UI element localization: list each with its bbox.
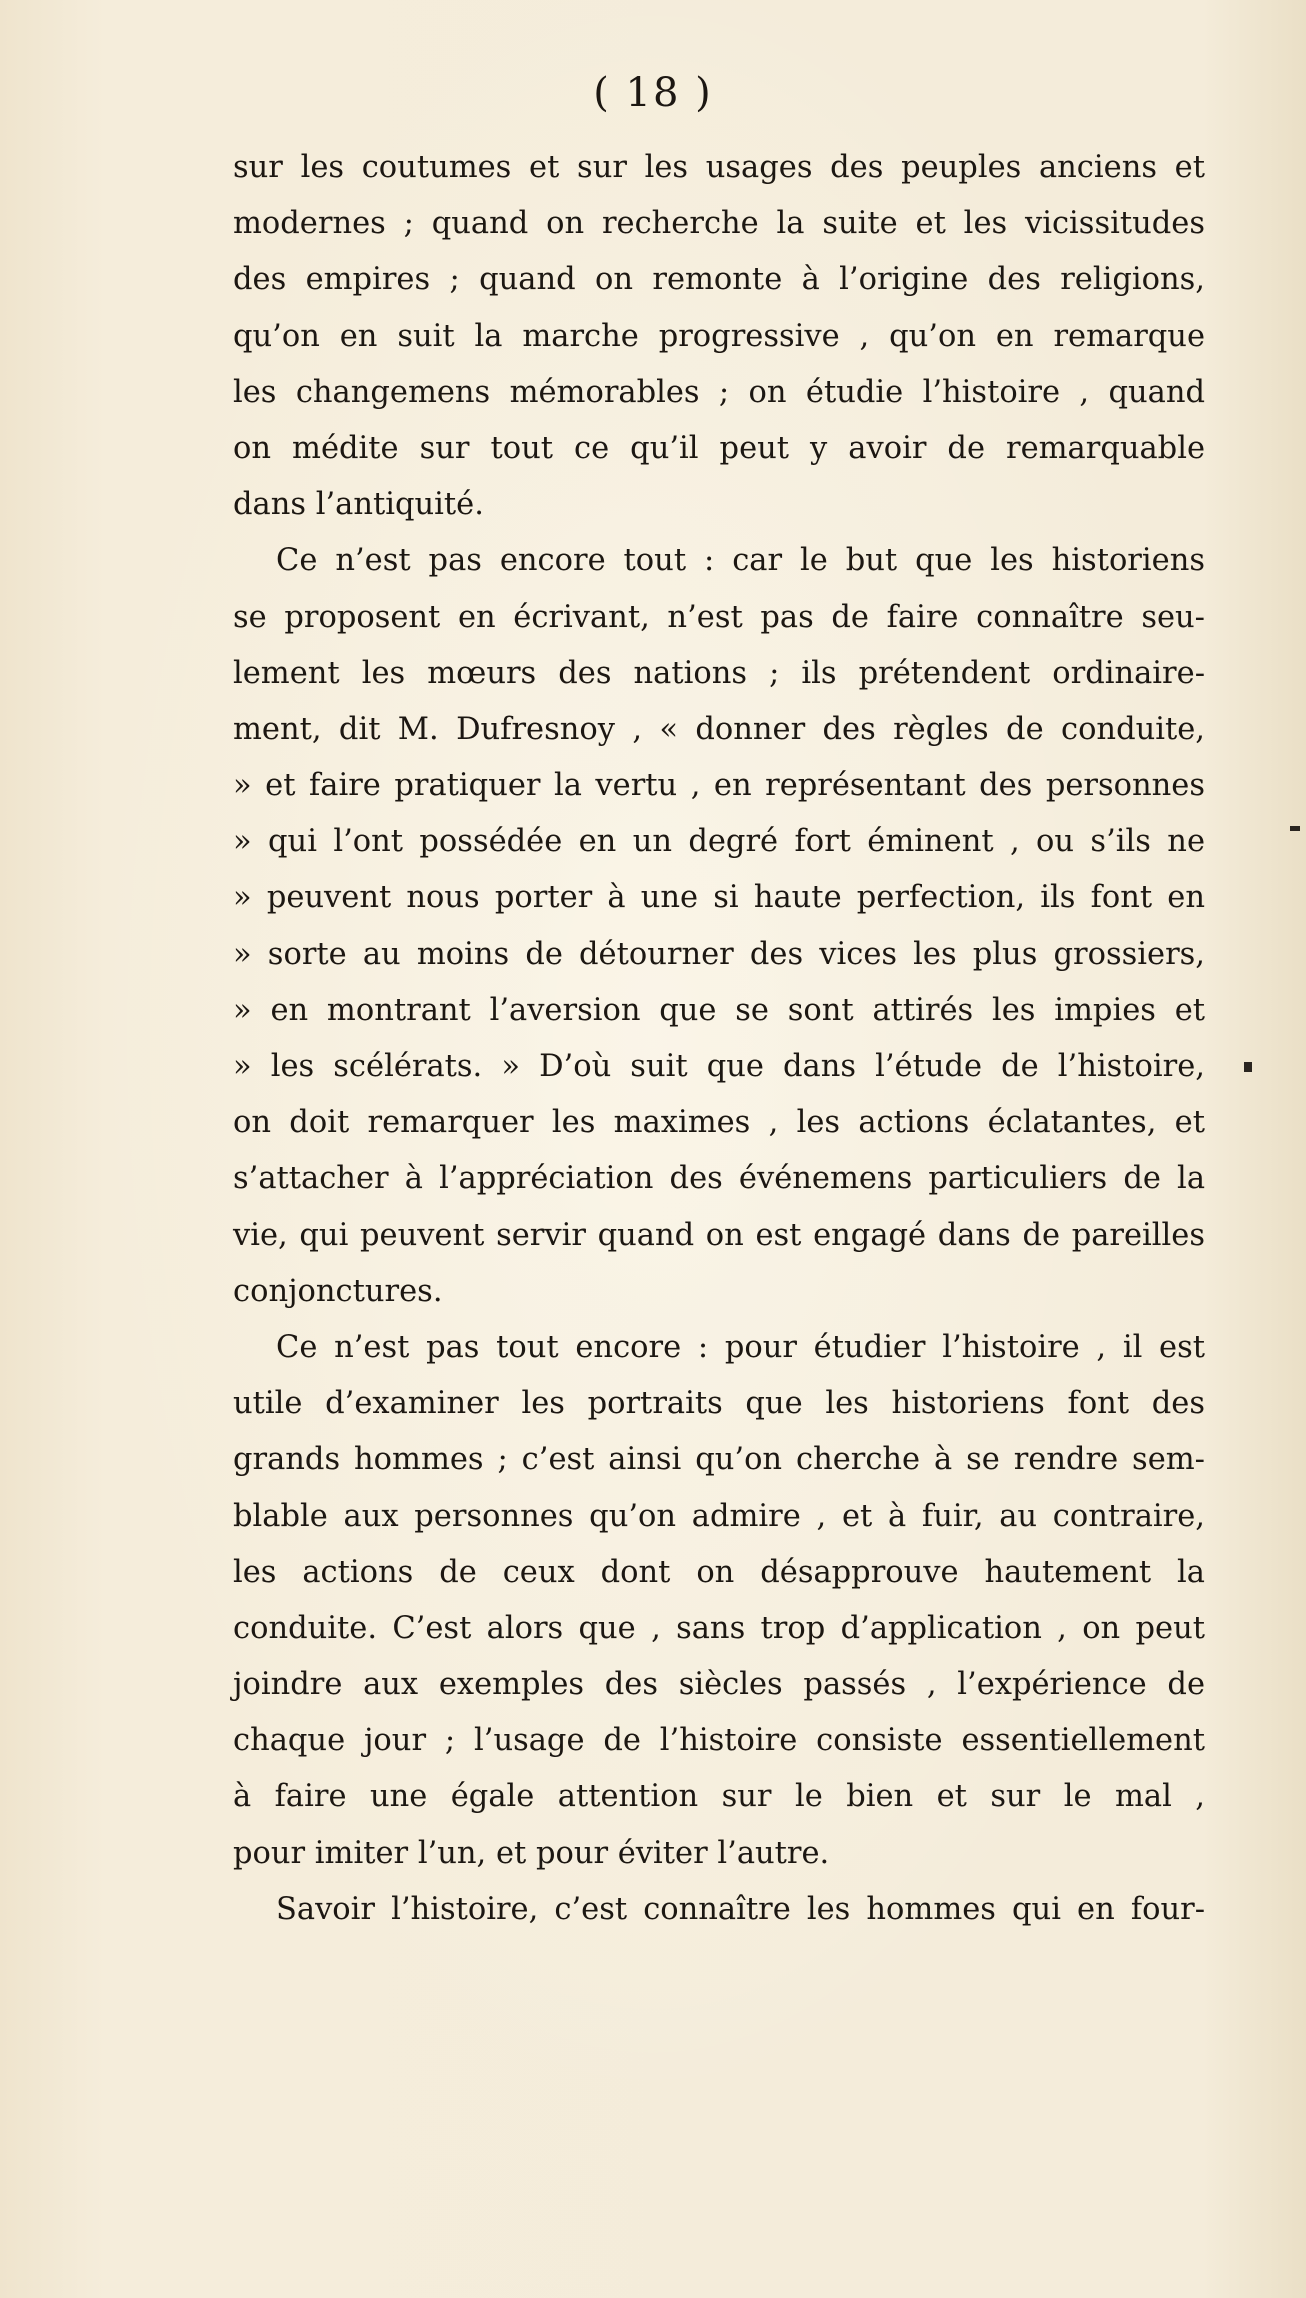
paragraph-first-line: Savoir l’histoire, c’est connaître les hommes qui en four- xyxy=(276,1891,1205,1927)
text-line: pour imiter l’un, et pour éviter l’autre. xyxy=(233,1835,830,1871)
paragraph-first-line: Ce n’est pas tout encore : pour étudier l’histoire , il est xyxy=(276,1329,1205,1365)
page-number: ( 18 ) xyxy=(593,70,713,116)
margin-ink-mark xyxy=(1290,826,1300,831)
text-line: sur les coutumes et sur les usages des peuples anciens et xyxy=(233,150,1205,185)
quote-line: » peuvent nous porter à une si haute perfection, ils font en xyxy=(233,880,1205,916)
text-line: les actions de ceux dont on désapprouve hautement la xyxy=(233,1554,1205,1590)
text-line: les changemens mémorables ; on étudie l’histoire , quand xyxy=(233,374,1205,410)
text-line: à faire une égale attention sur le bien et sur le mal , xyxy=(233,1779,1205,1815)
text-line: utile d’examiner les portraits que les historiens font des xyxy=(233,1386,1205,1422)
text-line: conduite. C’est alors que , sans trop d’application , on peut xyxy=(233,1610,1205,1646)
quote-line: » en montrant l’aversion que se sont attirés les impies et xyxy=(233,992,1205,1028)
text-line: on médite sur tout ce qu’il peut y avoir de remarquable xyxy=(233,430,1205,466)
body-text xyxy=(233,140,1205,1938)
paragraph-first-line: Ce n’est pas encore tout : car le but que les historiens xyxy=(276,543,1205,579)
quote-line: » les scélérats. » D’où suit que dans l’étude de l’histoire, xyxy=(233,1049,1205,1084)
text-line: ment, dit M. Dufresnoy , « donner des règles de conduite, xyxy=(233,711,1205,747)
text-line: blable aux personnes qu’on admire , et à fuir, au contraire, xyxy=(233,1498,1205,1534)
text-line: dans l’antiquité. xyxy=(233,487,484,523)
text-line: on doit remarquer les maximes , les actions éclatantes, et xyxy=(233,1105,1205,1141)
text-line: joindre aux exemples des siècles passés , l’expérience de xyxy=(233,1667,1205,1703)
margin-ink-mark xyxy=(1244,1062,1252,1072)
text-line: vie, qui peuvent servir quand on est engagé dans de pareilles xyxy=(233,1217,1205,1253)
quote-line: » et faire pratiquer la vertu , en représentant des personnes xyxy=(233,768,1205,804)
quote-line: » sorte au moins de détourner des vices les plus grossiers, xyxy=(233,936,1205,972)
text-line: qu’on en suit la marche progressive , qu’on en remarque xyxy=(233,318,1205,354)
text-line: se proposent en écrivant, n’est pas de faire connaître seu- xyxy=(233,599,1205,635)
text-line: lement les mœurs des nations ; ils prétendent ordinaire- xyxy=(233,655,1205,691)
text-line: conjonctures. xyxy=(233,1273,443,1309)
text-line: des empires ; quand on remonte à l’origine des religions, xyxy=(233,262,1205,298)
text-line: chaque jour ; l’usage de l’histoire consiste essentiellement xyxy=(233,1723,1205,1759)
text-line: grands hommes ; c’est ainsi qu’on cherche à se rendre sem- xyxy=(233,1442,1205,1478)
text-line: modernes ; quand on recherche la suite et les vicissitudes xyxy=(233,206,1205,242)
quote-line: » qui l’ont possédée en un degré fort éminent , ou s’ils ne xyxy=(233,824,1205,860)
text-line: s’attacher à l’appréciation des événemens particuliers de la xyxy=(233,1161,1205,1197)
